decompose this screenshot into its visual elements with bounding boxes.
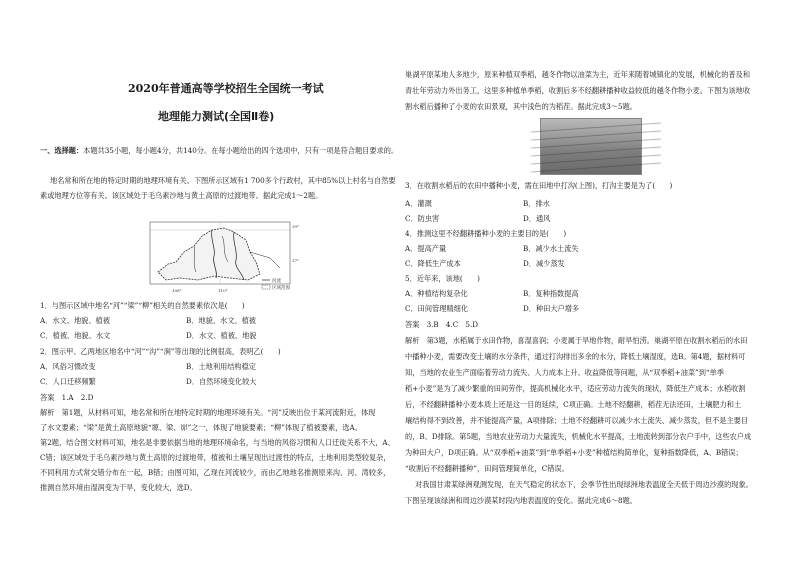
analysis-line: 后，不经翻耕播种小麦本质上还是这一目的延续，C项正确。土地不经翻耕，稻茬无法还田，土壤肥力和土 — [405, 400, 742, 409]
passage2-line: 巢湖平原某地人多地少，原来种植双季稻，越冬作物以油菜为主，近年来随着城镇化的发展，机械化的普及和 — [405, 70, 751, 79]
analysis-line: 壤结构得不到改善，并不能提高产量，A项排除；土地不经翻耕可以减少水土流失、减少蒸发，但不是主要目 — [405, 416, 749, 425]
analysis-line: C错；该区域处于毛乌素沙地与黄土高原的过渡地带，植被和土壤呈现出过渡性的特点，土地利用类型较复杂， — [40, 453, 391, 462]
analysis-line: 第2题，结合图文材料可知，地名是非要依据当地的地理环境命名，与当地的风俗习惯和人口迁徙关系不大，A、 — [40, 438, 395, 447]
passage3-line: 下图呈现该绿洲和周边沙漠某时段内地表温度的变化。据此完成6～8题。 — [405, 496, 637, 505]
lat-label: 37° — [292, 258, 300, 263]
question-2-stem: 2．图示甲、乙两地区地名中“河”“沟”“涧”等出现的比例很高，表明乙( ) — [40, 347, 281, 356]
q3-option-a[interactable]: A．灌溉 — [405, 199, 432, 208]
q5-option-d[interactable]: D．种田大户增多 — [523, 304, 580, 313]
passage1-line: 地名常和所在地的特定时期的地理环境有关。下图所示区域有1 700多个行政村，其中85%以上村名与自然要 — [50, 176, 396, 185]
legend-region-label: 区域范围 — [272, 286, 290, 291]
analysis-line: 知，当地的农业生产面临着劳动力流失、人力成本上升、收益降低等问题，从“双季稻+油菜”到“单季 — [405, 368, 724, 377]
q4-option-b[interactable]: B．减少水土流失 — [523, 244, 579, 253]
exam-subtitle: 地理能力测试(全国Ⅱ卷) — [158, 110, 275, 123]
q2-option-d[interactable]: D．自然环境变化较大 — [186, 377, 257, 386]
q2-option-a[interactable]: A．风俗习惯改变 — [40, 362, 96, 371]
analysis-line: 的，B、D排除。第5题，当地农业劳动力大量流失，机械化水平提高，土地流转到部分农户手中，这些农户成 — [405, 432, 752, 441]
q1-option-b[interactable]: B．地貌、水文、植被 — [186, 316, 256, 325]
analysis-line: 不同利用方式常交错分布在一起，B错；由图可知，乙现在河流较少，而由乙地地名推测原来沟、河、湾较多， — [40, 468, 391, 477]
exam-title: 2020年普通高等学校招生全国统一考试 — [128, 82, 324, 95]
analysis-line: 稻+小麦”是为了减少繁重的田间劳作，提高机械化水平，适应劳动力流失的现状，降低生产成本；水稻收割 — [405, 384, 746, 393]
analysis-line: 推测自然环境由湿润变为干旱，变化较大，选D。 — [40, 483, 197, 492]
question-3-stem: 3．在收割水稻后的农田中播种小麦，需在田地中打沟(上图)，打沟主要是为了( ) — [405, 181, 673, 190]
q5-option-c[interactable]: C．田间管理精细化 — [405, 304, 469, 313]
section-intro — [40, 146, 398, 156]
answer-3-5: 答案 3.B 4.C 5.D — [405, 320, 479, 329]
passage1-line: 素或地理方位等有关。该区域处于毛乌素沙地与黄土高原的过渡地带。据此完成1～2题。 — [40, 191, 323, 200]
q4-option-a[interactable]: A．提高产量 — [405, 244, 447, 253]
analysis-line: 解析 第3题，水稻属于水田作物，喜湿喜润；小麦属于旱地作物，耐旱怕涝。巢湖平原在收割水稻后的水田 — [405, 336, 748, 345]
section-label: 一、选择题： — [40, 146, 84, 155]
q5-option-b[interactable]: B．复种指数提高 — [523, 289, 579, 298]
question-4-stem: 4．推测这里不经翻耕播种小麦的主要目的是( ) — [405, 229, 567, 238]
lon-label: 110° — [218, 288, 228, 293]
passage2-line: 青壮年劳动力外出务工，这里多种植单季稻，收割后多不经翻耕播种收益较低的越冬作物小麦。下图为该地收 — [405, 86, 751, 95]
passage3-line: 对我国甘肃某绿洲观测发现，在天气稳定的状态下，会季节性出现绿洲地表温度全天低于周边沙漠的现象。 — [415, 480, 753, 489]
legend-region-swatch — [262, 285, 270, 289]
q2-option-c[interactable]: C．人口迁移频繁 — [40, 377, 96, 386]
q3-option-b[interactable]: B．排水 — [523, 199, 550, 208]
lat-label: 39° — [292, 224, 300, 229]
analysis-line: 为种田大户，D项正确。从“双季稻+油菜”到“单季稻+小麦”种植结构简单化，复种指数降低，A、B错误； — [405, 448, 743, 457]
q5-option-a[interactable]: A．种植结构复杂化 — [405, 289, 468, 298]
analysis-line: “收割后不经翻耕播种”，田间管理简单化，C错误。 — [405, 464, 569, 473]
q3-option-d[interactable]: D．通风 — [523, 214, 551, 223]
passage2-line: 割水稻后播种了小麦的农田景观，其中浅色的为稻茬。据此完成3～5题。 — [405, 102, 637, 111]
analysis-line: 解析 第1题，从材料可知，地名常和所在地特定时期的地理环境有关。“河”反映出位于某河流附近，体现 — [40, 408, 376, 417]
region-map — [150, 222, 300, 300]
q1-option-d[interactable]: D．水文、植被、地貌 — [186, 331, 257, 340]
q1-option-c[interactable]: C．植被、地貌、水文 — [40, 331, 111, 340]
q4-option-c[interactable]: C．降低生产成本 — [405, 259, 461, 268]
question-1-stem: 1．与图示区域中地名“河”“梁”“柳”相关的自然要素依次是( ) — [40, 301, 245, 310]
section-instructions: 本题共35小题，每小题4分，共140分。在每小题给出的四个选项中，只有一项是符合题目要求的。 — [83, 146, 399, 155]
region-boundary — [158, 228, 260, 280]
q3-option-c[interactable]: C．防虫害 — [405, 214, 440, 223]
lon-label: 108° — [172, 288, 182, 293]
q1-option-a[interactable]: A．水文、地貌、植被 — [40, 316, 110, 325]
analysis-line: 了水文要素；“梁”是黄土高原地貌“塬、梁、峁”之一，体现了地貌要素；“柳”体现了植被要素，选A。 — [40, 423, 362, 432]
analysis-line: 中播种小麦，需要改变土壤的水分条件，通过打沟排出多余的水分，降低土壤湿度，选B。第4题，据材料可 — [405, 352, 746, 361]
q2-option-b[interactable]: B．土地利用结构稳定 — [186, 362, 256, 371]
q4-option-d[interactable]: D．减少蒸发 — [523, 259, 565, 268]
legend-river-label: 河流 — [272, 279, 281, 284]
answer-1-2: 答案 1.A 2.D — [40, 393, 94, 402]
farmland-photo — [540, 118, 642, 175]
question-5-stem: 5．近年来，该地( ) — [405, 274, 480, 283]
